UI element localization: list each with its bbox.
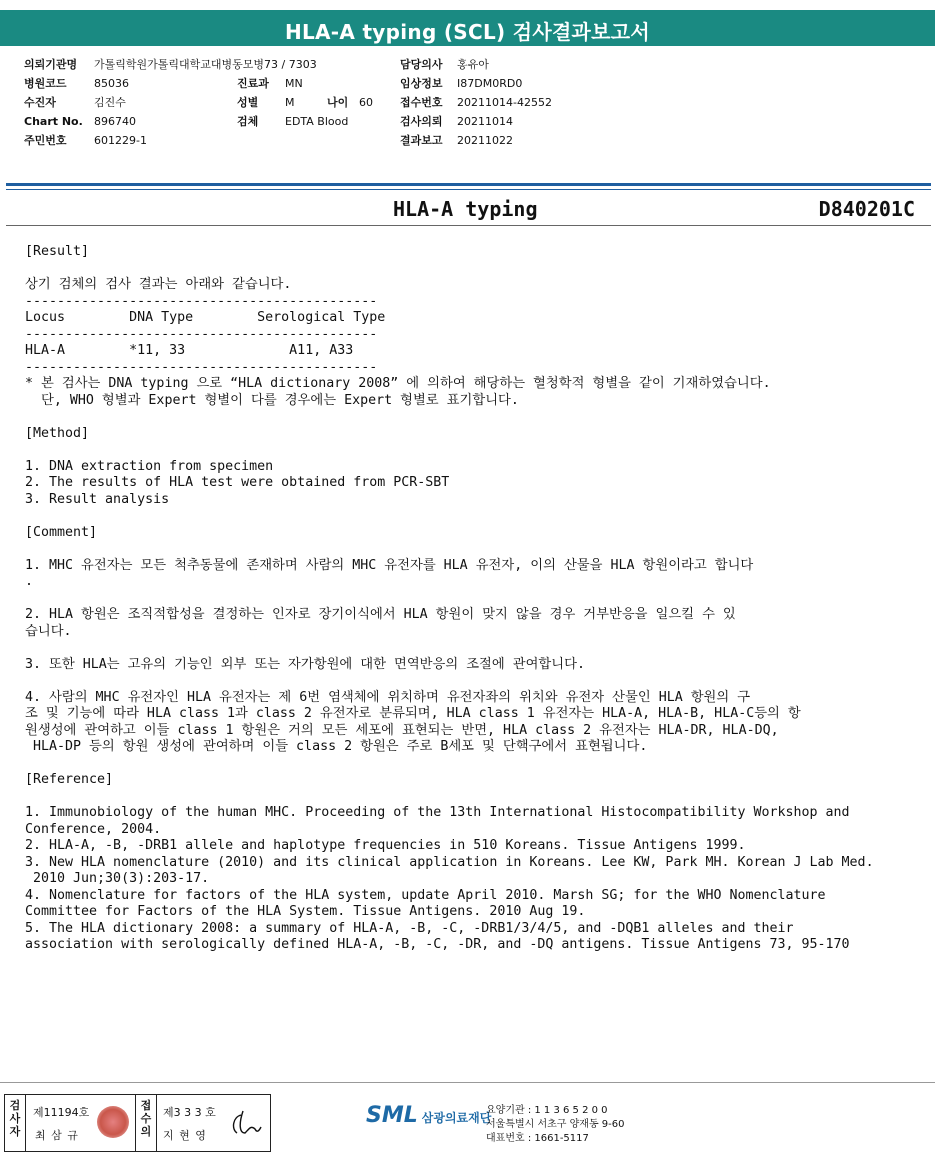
comment-line: 2. HLA 항원은 조직적합성을 결정하는 인자로 장기이식에서 HLA 항원이 맞지 않을 경우 거부반응을 일으킬 수 있 (25, 607, 736, 622)
info-label: 성별 (237, 96, 259, 109)
info-label: Chart No. (24, 115, 83, 128)
institution-code: 요양기관 : 1 1 3 6 5 2 0 0 (486, 1105, 608, 1116)
section-heading-method: [Method] (25, 425, 90, 441)
phone: 대표번호 : 1661-5117 (486, 1133, 589, 1144)
comment-line: HLA-DP 등의 항원 생성에 관여하며 이들 class 2 항원은 주로 B세포 및 단핵구에서 표현됩니다. (25, 739, 648, 754)
info-label: 검체 (237, 115, 259, 128)
info-value: I87DM0RD0 (457, 77, 523, 90)
result-table-header: Locus DNA Type Serological Type (25, 310, 386, 325)
signature-handwriting (225, 1103, 265, 1143)
table-divider: -------------------------------------------- (25, 326, 378, 342)
info-label: 접수번호 (400, 96, 443, 109)
method-item: 2. The results of HLA test were obtained from PCR-SBT (25, 475, 450, 490)
info-label: 결과보고 (400, 134, 443, 147)
org-name: 삼광의료재단 (421, 1111, 492, 1125)
comment-line: 원생성에 관여하고 이들 class 1 항원은 거의 모든 세포에 표현되는 반면, HLA class 2 유전자는 HLA-DR, HLA-DQ, (25, 722, 779, 738)
patient-info-mid (237, 74, 373, 131)
reference-line: 4. Nomenclature for factors of the HLA system, update April 2010. Marsh SG; for the WHO Nomenclature (25, 887, 826, 903)
info-label: 진료과 (237, 77, 269, 90)
info-value: 김진수 (94, 96, 126, 109)
comment-line: 3. 또한 HLA는 고유의 기능인 외부 또는 자가항원에 대한 면역반응의 조절에 관여합니다. (25, 656, 585, 672)
reference-line: 1. Immunobiology of the human MHC. Proceeding of the 13th International Histocompatibility Workshop and (25, 805, 850, 820)
info-value: 85036 (94, 77, 129, 90)
section-heading-reference: [Reference] (25, 772, 114, 787)
reference-line: Conference, 2004. (25, 821, 162, 837)
reference-line: 2010 Jun;30(3):203-17. (25, 871, 210, 886)
info-label: 수진자 (24, 96, 56, 109)
result-table-row: HLA-A *11, 33 A11, A33 (25, 343, 354, 358)
tester-license-no: 제11194호 (33, 1106, 90, 1119)
info-value: MN (285, 77, 303, 90)
report-title: HLA-A typing (SCL) 검사결과보고서 (284, 20, 651, 44)
method-item: 3. Result analysis (25, 491, 170, 507)
info-value: 20211014 (457, 115, 513, 128)
info-value: 896740 (94, 115, 136, 128)
section-heading-comment: [Comment] (25, 524, 98, 540)
info-label: 병원코드 (24, 77, 67, 90)
result-note: * 본 검사는 DNA typing 으로 “HLA dictionary 2008” 에 의하여 해당하는 혈청학적 형별을 같이 기재하였습니다. (25, 376, 771, 391)
reference-line: 3. New HLA nomenclature (2010) and its clinical application in Koreans. Lee KW, Park MH. Korean J Lab Med. (25, 854, 874, 870)
signature-box (4, 1094, 271, 1152)
info-value: 가톨릭학원가톨릭대학교대병동모병73 / 7303 (94, 58, 317, 71)
receiver-name: 지 현 영 (163, 1129, 207, 1142)
report-body (25, 244, 915, 954)
patient-info-right (400, 55, 552, 150)
method-item: 1. DNA extraction from specimen (25, 458, 274, 474)
address: 서울특별시 서초구 양재동 9-60 (486, 1119, 625, 1130)
info-value: 20211014-42552 (457, 96, 552, 109)
comment-line: . (25, 574, 34, 589)
result-note: 단, WHO 형별과 Expert 형별이 다를 경우에는 Expert 형별로 표기합니다. (25, 392, 519, 408)
comment-line: 조 및 기능에 따라 HLA class 1과 class 2 유전자로 분류되며, HLA class 1 유전자는 HLA-A, HLA-B, HLA-C등의 항 (25, 706, 801, 721)
reference-line: Committee for Factors of the HLA System. Tissue Antigens. 2010 Aug 19. (25, 904, 586, 919)
sml-logo-mark: SML (366, 1103, 418, 1128)
reference-line: association with serologically defined HLA-A, -B, -C, -DR, and -DQ antigens. Tissue Antigens 73, 95-170 (25, 937, 850, 952)
tester-name: 최 삼 규 (35, 1129, 79, 1142)
receiver-license-no: 제3 3 3 호 (163, 1106, 216, 1119)
info-value: 60 (359, 96, 373, 109)
seal-stamp (97, 1106, 129, 1138)
table-divider: -------------------------------------------- (25, 359, 378, 375)
table-divider: -------------------------------------------- (25, 293, 378, 309)
test-divider (6, 225, 931, 226)
info-value: 홍유아 (457, 58, 489, 71)
result-intro: 상기 검체의 검사 결과는 아래와 같습니다. (25, 277, 292, 292)
info-value: 20211022 (457, 134, 513, 147)
signature-label-receiver: 접수의 (135, 1095, 157, 1151)
info-label: 임상정보 (400, 77, 443, 90)
header-divider-thick (6, 183, 931, 186)
test-code: D840201C (818, 197, 915, 221)
signature-label-tester: 검사자 (5, 1095, 26, 1151)
info-label: 나이 (327, 96, 349, 109)
comment-line: 4. 사람의 MHC 유전자인 HLA 유전자는 제 6번 염색체에 위치하며 유전자좌의 위치와 유전자 산물인 HLA 항원의 구 (25, 689, 751, 705)
comment-line: 습니다. (25, 623, 72, 639)
footer-address (486, 1104, 625, 1146)
info-label: 주민번호 (24, 134, 67, 147)
reference-line: 2. HLA-A, -B, -DRB1 allele and haplotype frequencies in 510 Koreans. Tissue Antigens 1999. (25, 838, 746, 853)
footer-divider (0, 1082, 935, 1083)
sml-logo (366, 1103, 491, 1128)
report-title-bar (0, 10, 935, 46)
section-heading-result: [Result] (25, 244, 90, 259)
comment-line: 1. MHC 유전자는 모든 척추동물에 존재하며 사람의 MHC 유전자를 HLA 유전자, 이의 산물을 HLA 항원이라고 합니다 (25, 557, 754, 573)
info-label: 담당의사 (400, 58, 443, 71)
reference-line: 5. The HLA dictionary 2008: a summary of HLA-A, -B, -C, -DRB1/3/4/5, and -DQB1 alleles and their (25, 920, 794, 936)
info-value: M (285, 96, 295, 109)
test-name: HLA-A typing (393, 197, 538, 221)
info-value: EDTA Blood (285, 115, 349, 128)
info-label: 의뢰기관명 (24, 58, 78, 71)
info-value: 601229-1 (94, 134, 147, 147)
info-label: 검사의뢰 (400, 115, 443, 128)
header-divider-thin (6, 189, 931, 190)
